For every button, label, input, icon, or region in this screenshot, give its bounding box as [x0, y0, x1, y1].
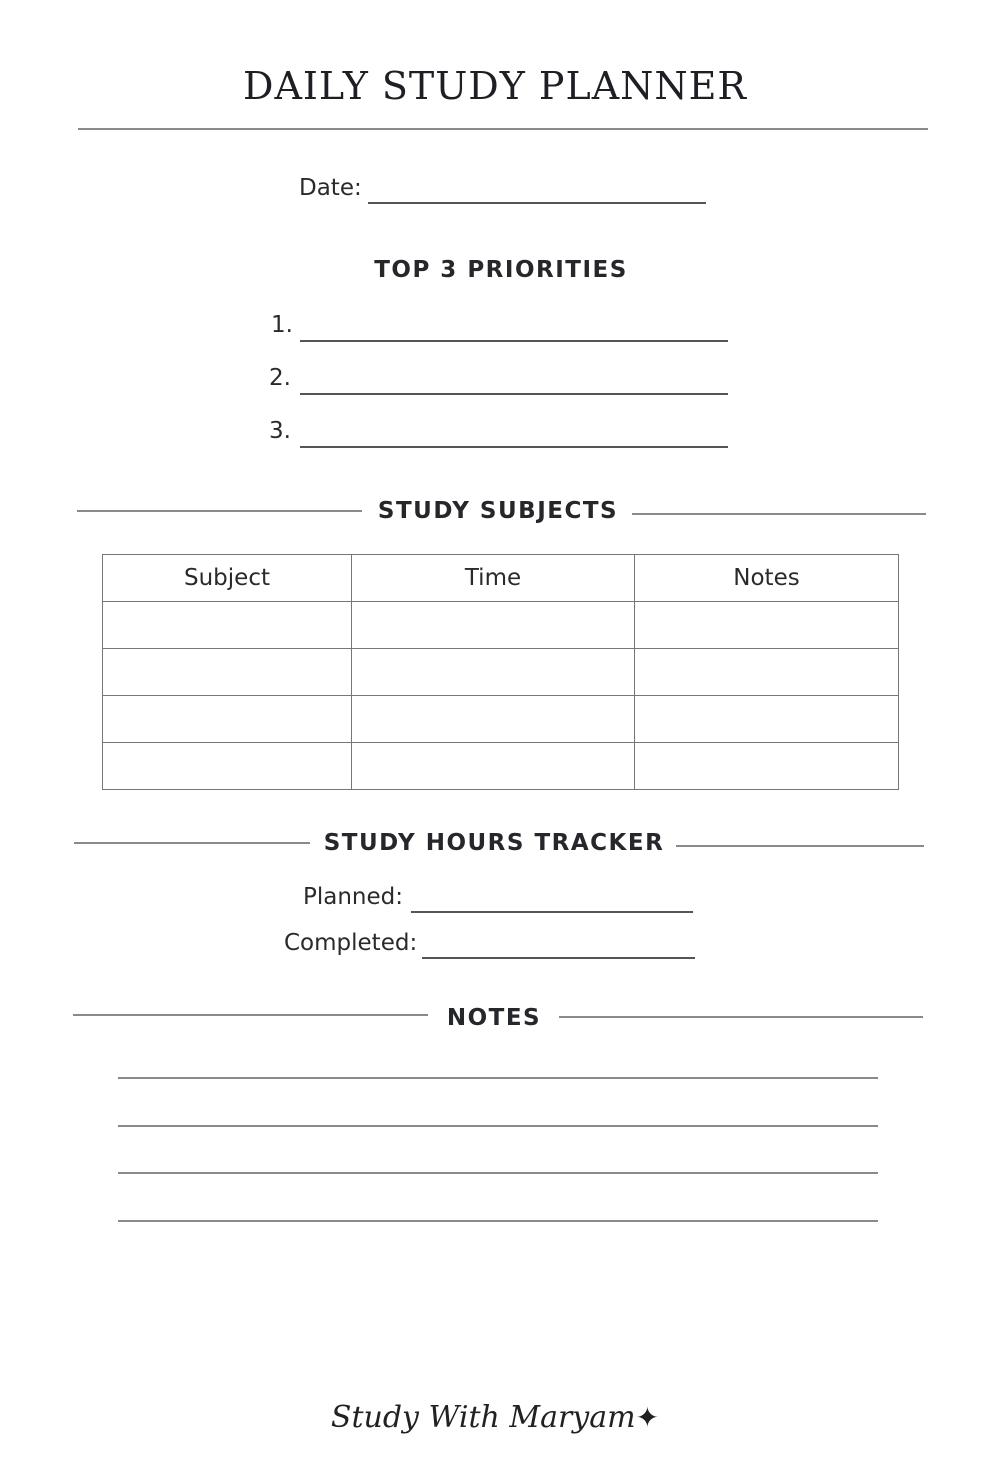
table-cell[interactable] [352, 649, 635, 696]
priorities-heading: TOP 3 PRIORITIES [374, 257, 628, 283]
signature [0, 1400, 990, 1435]
table-cell[interactable] [103, 743, 352, 790]
notes-line[interactable] [118, 1077, 878, 1079]
column-header: Time [352, 555, 635, 602]
priority-field-1[interactable] [300, 340, 728, 342]
table-row [103, 696, 899, 743]
table-row [103, 649, 899, 696]
table-cell[interactable] [635, 743, 899, 790]
column-header: Notes [635, 555, 899, 602]
column-header: Subject [103, 555, 352, 602]
priority-number: 2. [269, 365, 291, 391]
date-label: Date: [299, 175, 362, 201]
subjects-heading: STUDY SUBJECTS [377, 498, 619, 524]
priority-number: 1. [271, 312, 293, 338]
notes-heading: NOTES [446, 1005, 542, 1031]
table-row [103, 602, 899, 649]
planned-label: Planned: [303, 884, 404, 910]
notes-line[interactable] [118, 1172, 878, 1174]
subjects-table [102, 554, 899, 790]
notes-line[interactable] [118, 1220, 878, 1222]
priority-field-2[interactable] [300, 393, 728, 395]
planned-field[interactable] [411, 911, 693, 913]
table-cell[interactable] [103, 602, 352, 649]
completed-label: Completed: [284, 930, 418, 956]
priority-field-3[interactable] [300, 446, 728, 448]
sparkle-icon: ✦ [635, 1401, 660, 1434]
table-cell[interactable] [635, 649, 899, 696]
signature-text: Study With Maryam [330, 1400, 636, 1435]
page-title: DAILY STUDY PLANNER [242, 64, 748, 108]
table-cell[interactable] [635, 602, 899, 649]
table-cell[interactable] [635, 696, 899, 743]
table-row [103, 743, 899, 790]
completed-field[interactable] [422, 957, 695, 959]
table-cell[interactable] [352, 602, 635, 649]
table-cell[interactable] [352, 743, 635, 790]
table-cell[interactable] [103, 649, 352, 696]
date-field[interactable] [368, 202, 706, 204]
notes-line[interactable] [118, 1125, 878, 1127]
priority-number: 3. [269, 418, 291, 444]
section-divider [632, 513, 926, 515]
table-cell[interactable] [352, 696, 635, 743]
title-divider [78, 128, 928, 130]
table-header-row [103, 555, 899, 602]
table-cell[interactable] [103, 696, 352, 743]
section-divider [559, 1016, 923, 1018]
section-divider [676, 845, 924, 847]
tracker-heading: STUDY HOURS TRACKER [323, 830, 665, 856]
